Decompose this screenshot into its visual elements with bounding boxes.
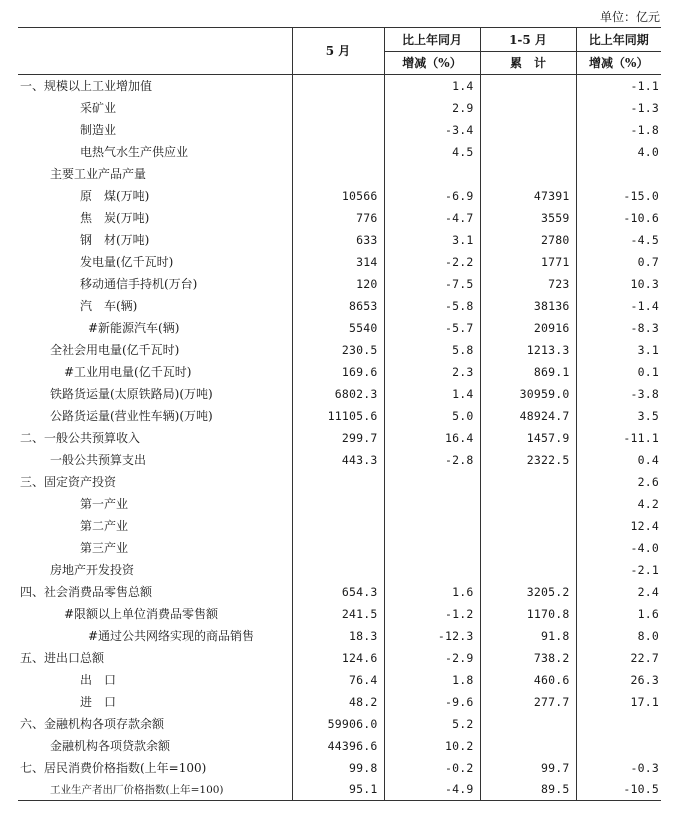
cell-cumulative-value: 30959.0 [480,383,576,405]
table-row [18,779,661,801]
row-label: 钢 材(万吨) [80,233,150,247]
table-row [18,383,661,405]
cell-month-value: 76.4 [292,669,384,691]
cell-cumulative-value [480,713,576,735]
table-row [18,97,661,119]
row-label: 铁路货运量(太原铁路局)(万吨) [50,387,213,401]
cell-month-value: 124.6 [292,647,384,669]
cell-cumulative-value [480,735,576,757]
cell-month-change: -4.7 [384,207,480,229]
cell-month-value: 11105.6 [292,405,384,427]
cell-month-change: -1.2 [384,603,480,625]
cell-month-value [292,75,384,97]
table-row [18,427,661,449]
cell-month-change [384,559,480,581]
table-row [18,207,661,229]
table-row [18,603,661,625]
row-label: 出 口 [80,673,117,687]
table-row [18,163,661,185]
cell-month-value [292,141,384,163]
header-cumulative [480,28,576,75]
cell-month-value: 95.1 [292,779,384,801]
cell-period-change: 2.4 [576,581,661,603]
cell-month-value: 8653 [292,295,384,317]
cell-cumulative-value: 3559 [480,207,576,229]
cell-cumulative-value: 869.1 [480,361,576,383]
header-cumulative-top: 1-5 月 [481,29,576,52]
cell-cumulative-value [480,559,576,581]
cell-cumulative-value: 723 [480,273,576,295]
cell-month-change: 3.1 [384,229,480,251]
cell-cumulative-value [480,75,576,97]
cell-month-change: -5.8 [384,295,480,317]
cell-month-change: -2.8 [384,449,480,471]
cell-cumulative-value: 47391 [480,185,576,207]
row-label: #通过公共网络实现的商品销售 [88,629,255,643]
cell-month-value: 6802.3 [292,383,384,405]
table-row [18,141,661,163]
cell-month-change: 5.2 [384,713,480,735]
cell-cumulative-value [480,97,576,119]
cell-month-change: 5.0 [384,405,480,427]
table-row [18,735,661,757]
cell-month-value: 99.8 [292,757,384,779]
cell-period-change: 17.1 [576,691,661,713]
cell-month-change: 4.5 [384,141,480,163]
header-month: 5 月 [292,28,384,75]
row-label: 工业生产者出厂价格指数(上年=100) [18,779,292,801]
cell-month-change: -6.9 [384,185,480,207]
cell-month-change: -5.7 [384,317,480,339]
cell-cumulative-value: 20916 [480,317,576,339]
cell-month-value: 633 [292,229,384,251]
table-row [18,559,661,581]
row-label: 第三产业 [80,541,129,555]
table-row [18,581,661,603]
cell-month-change: 1.6 [384,581,480,603]
cell-period-change: -1.3 [576,97,661,119]
unit-label: 单位：亿元 [599,10,660,24]
table-row [18,537,661,559]
row-label: 移动通信手持机(万台) [80,277,198,291]
row-label: 第二产业 [80,519,129,533]
row-label: 四、社会消费品零售总额 [20,585,153,599]
table-row [18,515,661,537]
cell-month-value: 120 [292,273,384,295]
cell-month-value: 5540 [292,317,384,339]
cell-period-change: 1.6 [576,603,661,625]
cell-month-value: 241.5 [292,603,384,625]
row-label: 原 煤(万吨) [80,189,150,203]
cell-period-change: 10.3 [576,273,661,295]
cell-month-value [292,97,384,119]
cell-month-value [292,515,384,537]
row-label: #新能源汽车(辆) [88,321,180,335]
table-row [18,625,661,647]
cell-period-change: -4.5 [576,229,661,251]
row-label: 发电量(亿千瓦时) [80,255,174,269]
cell-cumulative-value: 2780 [480,229,576,251]
cell-cumulative-value [480,471,576,493]
cell-month-value: 776 [292,207,384,229]
cell-period-change: -11.1 [576,427,661,449]
cell-cumulative-value: 460.6 [480,669,576,691]
cell-cumulative-value: 91.8 [480,625,576,647]
table-row [18,449,661,471]
cell-month-value [292,471,384,493]
table-row [18,713,661,735]
cell-month-value [292,493,384,515]
row-label: 七、居民消费价格指数(上年=100) [20,761,207,775]
table-row [18,229,661,251]
table-row [18,339,661,361]
cell-period-change: 3.1 [576,339,661,361]
row-label: 第一产业 [80,497,129,511]
cell-month-change: -2.9 [384,647,480,669]
cell-month-value: 48.2 [292,691,384,713]
cell-cumulative-value: 48924.7 [480,405,576,427]
cell-cumulative-value: 738.2 [480,647,576,669]
cell-cumulative-value [480,163,576,185]
cell-month-value [292,537,384,559]
cell-month-change: -9.6 [384,691,480,713]
row-label: 进 口 [80,695,117,709]
table-row [18,317,661,339]
cell-cumulative-value: 89.5 [480,779,576,801]
cell-cumulative-value [480,119,576,141]
row-label: 电热气水生产供应业 [80,145,189,159]
cell-month-change: -4.9 [384,779,480,801]
table-row [18,251,661,273]
cell-month-value: 314 [292,251,384,273]
cell-cumulative-value: 1170.8 [480,603,576,625]
cell-cumulative-value: 277.7 [480,691,576,713]
statistics-table [18,27,661,801]
cell-month-change: -0.2 [384,757,480,779]
table-body [18,75,661,801]
cell-period-change: -8.3 [576,317,661,339]
header-period-change [576,28,661,75]
cell-month-change: 1.4 [384,383,480,405]
cell-period-change: -1.8 [576,119,661,141]
cell-month-change [384,515,480,537]
cell-month-value [292,163,384,185]
cell-cumulative-value: 38136 [480,295,576,317]
cell-period-change: -3.8 [576,383,661,405]
cell-cumulative-value [480,493,576,515]
row-label: 金融机构各项贷款余额 [50,739,171,753]
header-month-change-bottom: 增减（%） [402,55,462,70]
row-label: 汽 车(辆) [80,299,138,313]
row-label: #限额以上单位消费品零售额 [64,607,219,621]
cell-cumulative-value [480,537,576,559]
cell-month-change: -12.3 [384,625,480,647]
cell-month-value: 44396.6 [292,735,384,757]
row-label: 一、规模以上工业增加值 [20,79,153,94]
cell-month-change: -7.5 [384,273,480,295]
cell-month-value: 654.3 [292,581,384,603]
cell-month-change: 1.8 [384,669,480,691]
row-label: 二、一般公共预算收入 [20,431,141,445]
cell-period-change: 0.4 [576,449,661,471]
cell-period-change: -15.0 [576,185,661,207]
cell-month-value: 10566 [292,185,384,207]
cell-cumulative-value: 3205.2 [480,581,576,603]
cell-month-value: 59906.0 [292,713,384,735]
cell-period-change: -10.5 [576,779,661,801]
row-label: #工业用电量(亿千瓦时) [64,365,192,379]
cell-month-value: 230.5 [292,339,384,361]
cell-period-change: 4.2 [576,493,661,515]
cell-period-change: 0.1 [576,361,661,383]
row-label: 采矿业 [80,101,117,115]
cell-period-change [576,713,661,735]
cell-month-change [384,537,480,559]
row-label: 公路货运量(营业性车辆)(万吨) [50,409,213,423]
header-indicator [18,28,292,75]
cell-month-value: 169.6 [292,361,384,383]
cell-period-change: 0.7 [576,251,661,273]
cell-period-change: -4.0 [576,537,661,559]
header-month-change-top: 比上年同月 [385,29,480,52]
row-label: 焦 炭(万吨) [80,211,150,225]
cell-period-change [576,735,661,757]
header-cumulative-bottom: 累 计 [509,55,546,70]
table-row [18,119,661,141]
cell-period-change: 12.4 [576,515,661,537]
cell-period-change: -1.1 [576,75,661,97]
cell-month-change: 2.9 [384,97,480,119]
cell-cumulative-value: 1213.3 [480,339,576,361]
cell-cumulative-value: 1457.9 [480,427,576,449]
cell-period-change: -2.1 [576,559,661,581]
table-row [18,295,661,317]
cell-period-change: 22.7 [576,647,661,669]
cell-month-value: 443.3 [292,449,384,471]
cell-month-change: 1.4 [384,75,480,97]
cell-month-change [384,163,480,185]
cell-period-change: -10.6 [576,207,661,229]
table-row [18,493,661,515]
table-row [18,273,661,295]
table-row [18,361,661,383]
cell-month-change: 10.2 [384,735,480,757]
row-label: 全社会用电量(亿千瓦时) [50,343,180,357]
cell-cumulative-value: 99.7 [480,757,576,779]
cell-period-change [576,163,661,185]
row-label: 一般公共预算支出 [50,453,147,467]
cell-month-value: 299.7 [292,427,384,449]
cell-month-value [292,559,384,581]
cell-month-change: 2.3 [384,361,480,383]
table-header [18,28,661,75]
row-label: 六、金融机构各项存款余额 [20,717,165,731]
table-row [18,647,661,669]
cell-period-change: 2.6 [576,471,661,493]
cell-month-value [292,119,384,141]
table-row [18,185,661,207]
cell-period-change: -0.3 [576,757,661,779]
cell-month-change: -3.4 [384,119,480,141]
cell-month-change: -2.2 [384,251,480,273]
row-label: 制造业 [80,123,117,137]
row-label: 五、进出口总额 [20,651,105,665]
cell-month-change: 5.8 [384,339,480,361]
cell-period-change: -1.4 [576,295,661,317]
table-row [18,669,661,691]
cell-cumulative-value [480,515,576,537]
header-month-change [384,28,480,75]
header-period-change-top: 比上年同期 [577,29,662,52]
row-label: 主要工业产品产量 [50,167,147,181]
cell-period-change: 8.0 [576,625,661,647]
table-row [18,691,661,713]
cell-period-change: 4.0 [576,141,661,163]
table-row [18,75,661,97]
row-label: 房地产开发投资 [50,563,135,577]
table-row [18,405,661,427]
cell-period-change: 3.5 [576,405,661,427]
table-row [18,471,661,493]
cell-cumulative-value [480,141,576,163]
cell-month-value: 18.3 [292,625,384,647]
cell-month-change: 16.4 [384,427,480,449]
header-period-change-bottom: 增减（%） [589,55,649,70]
cell-month-change [384,471,480,493]
cell-period-change: 26.3 [576,669,661,691]
table-row [18,757,661,779]
cell-cumulative-value: 1771 [480,251,576,273]
cell-month-change [384,493,480,515]
cell-cumulative-value: 2322.5 [480,449,576,471]
row-label: 三、固定资产投资 [20,475,117,489]
